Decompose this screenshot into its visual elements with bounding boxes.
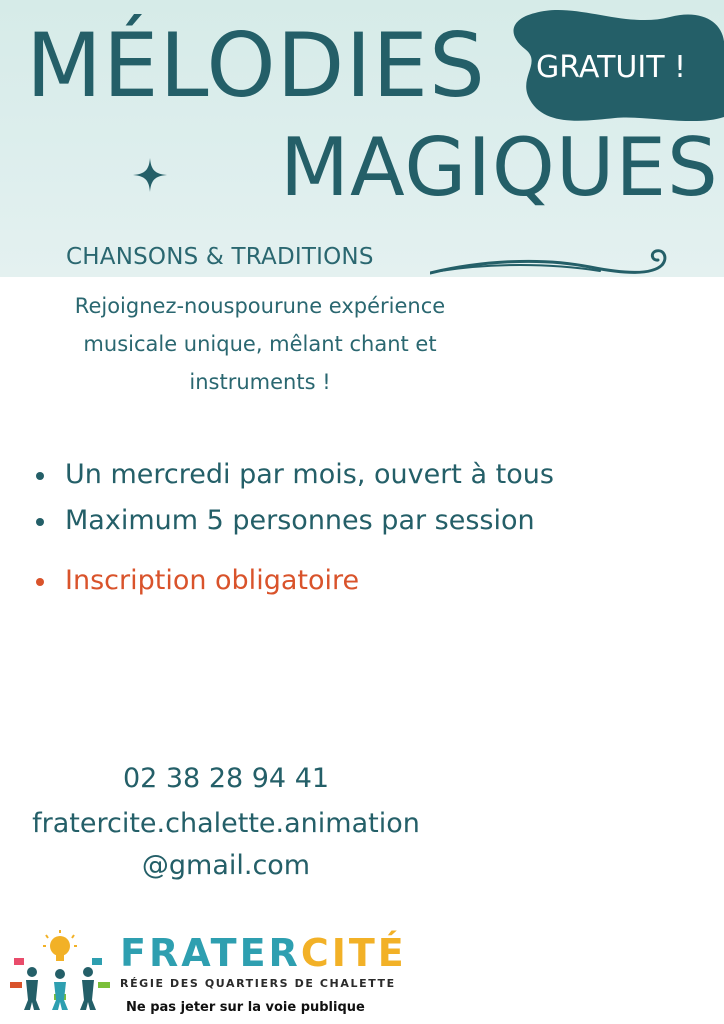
list-item bbox=[34, 498, 554, 544]
free-badge: GRATUIT ! bbox=[536, 50, 687, 85]
sparkle-icon bbox=[133, 158, 167, 192]
list-item-text: Maximum 5 personnes par session bbox=[65, 505, 535, 536]
intro-text bbox=[30, 287, 490, 401]
swoosh-decoration bbox=[430, 243, 670, 293]
brand-name-part2: CITÉ bbox=[300, 931, 407, 975]
list-item-text: Inscription obligatoire bbox=[65, 565, 360, 596]
footer-note: Ne pas jeter sur la voie publique bbox=[126, 1000, 365, 1015]
list-item bbox=[34, 452, 554, 498]
bullet-dot bbox=[36, 472, 44, 480]
intro-line: musicale unique, mêlant chant et bbox=[83, 332, 437, 356]
brand-name-part1: FRATER bbox=[120, 931, 301, 975]
list-item-text: Un mercredi par mois, ouvert à tous bbox=[65, 459, 554, 490]
bullet-dot bbox=[36, 518, 44, 526]
email-line-1: fratercite.chalette.animation bbox=[32, 808, 420, 839]
list-item-required bbox=[34, 558, 554, 604]
fratercite-logo-icon bbox=[10, 930, 110, 1010]
phone-number: 02 38 28 94 41 bbox=[122, 763, 330, 794]
title-line-1: MÉLODIES bbox=[26, 14, 486, 117]
intro-line: Rejoignez-nouspourune expérience bbox=[74, 294, 446, 318]
bullet-dot bbox=[36, 578, 44, 586]
email-line-2: @gmail.com bbox=[141, 850, 311, 881]
brand-name bbox=[120, 931, 407, 975]
intro-line: instruments ! bbox=[189, 370, 331, 394]
brand-tagline: RÉGIE DES QUARTIERS DE CHALETTE bbox=[120, 977, 396, 990]
title-line-2: MAGIQUES bbox=[280, 121, 719, 214]
subtitle: CHANSONS & TRADITIONS bbox=[66, 244, 374, 270]
info-list bbox=[34, 452, 554, 604]
